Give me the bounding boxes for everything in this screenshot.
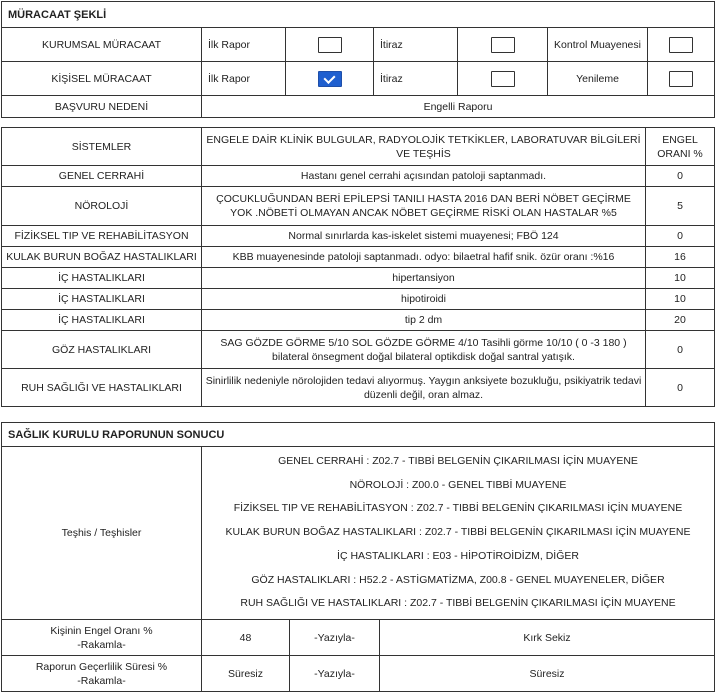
system-finding: SAG GÖZDE GÖRME 5/10 SOL GÖZDE GÖRME 4/10 Tasihli görme 10/10 ( 0 -3 180 ) bilateral önsegment doğal bilateral optikdisk doğal santral yatışık. [202, 331, 646, 369]
engel-orani-yazi-value: Kırk Sekiz [380, 620, 715, 656]
engel-orani-title: Kişinin Engel Oranı % [50, 624, 153, 637]
system-finding: ÇOCUKLUĞUNDAN BERİ EPİLEPSİ TANILI HASTA 2016 DAN BERİ NÖBET GEÇİRME YOK .NÖBETİ OLMAYAN ANCAK NÖBET GEÇİRME RİSKİ OLAN HASTALAR %5 [202, 187, 646, 226]
system-name: KULAK BURUN BOĞAZ HASTALIKLARI [2, 247, 202, 268]
gecerlilik-yazi-label: -Yazıyla- [290, 656, 380, 692]
system-rate: 20 [646, 310, 715, 331]
kurumsal-itiraz-checkbox[interactable] [491, 37, 515, 53]
table-row [2, 268, 715, 289]
diagnosis-item: İÇ HASTALIKLARI : E03 - HİPOTİROİDİZM, DİĞER [337, 549, 579, 562]
engel-orani-sublabel: -Rakamla- [77, 638, 126, 651]
kisisel-ilk-rapor-cell [286, 62, 374, 96]
kisisel-label: KİŞİSEL MÜRACAAT [2, 62, 202, 96]
system-name: İÇ HASTALIKLARI [2, 310, 202, 331]
kisisel-itiraz-label: İtiraz [374, 62, 458, 96]
kurumsal-itiraz-cell [458, 28, 548, 62]
system-name: İÇ HASTALIKLARI [2, 268, 202, 289]
kurumsal-itiraz-label: İtiraz [374, 28, 458, 62]
diagnosis-item: FİZİKSEL TIP VE REHABİLİTASYON : Z02.7 - TIBBİ BELGENİN ÇIKARILMASI İÇİN MUAYENE [233, 502, 683, 515]
system-finding: hipotiroidi [202, 289, 646, 310]
table-row [2, 369, 715, 407]
kisisel-yenileme-cell [648, 62, 715, 96]
systems-header-findings: ENGELE DAİR KLİNİK BULGULAR, RADYOLOJİK TETKİKLER, LABORATUVAR BİLGİLERİ VE TEŞHİS [202, 128, 646, 166]
diagnosis-item: GENEL CERRAHİ : Z02.7 - TIBBİ BELGENİN ÇIKARILMASI İÇİN MUAYENE [278, 454, 638, 467]
application-type-table [1, 1, 715, 118]
system-name: FİZİKSEL TIP VE REHABİLİTASYON [2, 226, 202, 247]
system-rate: 0 [646, 331, 715, 369]
table-row [2, 310, 715, 331]
kisisel-ilk-rapor-label: İlk Rapor [202, 62, 286, 96]
section-title-muracaat: MÜRACAAT ŞEKLİ [2, 2, 715, 28]
table-row [2, 226, 715, 247]
diagnoses-list [202, 447, 715, 620]
system-finding: tip 2 dm [202, 310, 646, 331]
engel-orani-label [2, 620, 202, 656]
gecerlilik-sublabel: -Rakamla- [77, 674, 126, 687]
table-row [2, 166, 715, 187]
system-finding: KBB muayenesinde patoloji saptanmadı. odyo: bilaetral hafif snik. özür oranı :%16 [202, 247, 646, 268]
system-name: İÇ HASTALIKLARI [2, 289, 202, 310]
diagnosis-item: KULAK BURUN BOĞAZ HASTALIKLARI : Z02.7 - TIBBİ BELGENİN ÇIKARILMASI İÇİN MUAYENE [225, 526, 691, 539]
engel-orani-value: 48 [202, 620, 290, 656]
table-row [2, 187, 715, 226]
kurumsal-kontrol-label: Kontrol Muayenesi [548, 28, 648, 62]
gecerlilik-yazi-value: Süresiz [380, 656, 715, 692]
system-rate: 5 [646, 187, 715, 226]
systems-header-system: SİSTEMLER [2, 128, 202, 166]
system-rate: 10 [646, 289, 715, 310]
section-title-sonuc: SAĞLIK KURULU RAPORUNUN SONUCU [2, 423, 715, 447]
table-row [2, 289, 715, 310]
gecerlilik-label [2, 656, 202, 692]
system-finding: Normal sınırlarda kas-iskelet sistemi muayenesi; FBÖ 124 [202, 226, 646, 247]
system-name: NÖROLOJİ [2, 187, 202, 226]
system-rate: 0 [646, 369, 715, 407]
engel-orani-yazi-label: -Yazıyla- [290, 620, 380, 656]
basvuru-nedeni-label: BAŞVURU NEDENİ [2, 96, 202, 118]
system-finding: Sinirlilik nedeniyle nörolojiden tedavi alıyormuş. Yaygın anksiyete bozukluğu, psikiyatrik tedavi düzenli değil, oran almaz. [202, 369, 646, 407]
systems-table [1, 127, 715, 407]
kurumsal-label: KURUMSAL MÜRACAAT [2, 28, 202, 62]
gecerlilik-title: Raporun Geçerlilik Süresi % [35, 660, 168, 673]
system-rate: 0 [646, 166, 715, 187]
kisisel-itiraz-cell [458, 62, 548, 96]
kurumsal-kontrol-checkbox[interactable] [669, 37, 693, 53]
basvuru-nedeni-value: Engelli Raporu [202, 96, 715, 118]
kisisel-yenileme-label: Yenileme [548, 62, 648, 96]
system-rate: 10 [646, 268, 715, 289]
system-name: GENEL CERRAHİ [2, 166, 202, 187]
diagnosis-item: GÖZ HASTALIKLARI : H52.2 - ASTİGMATİZMA, Z00.8 - GENEL MUAYENELER, DİĞER [251, 573, 665, 586]
kurumsal-ilk-rapor-cell [286, 28, 374, 62]
table-row [2, 331, 715, 369]
system-rate: 16 [646, 247, 715, 268]
system-name: GÖZ HASTALIKLARI [2, 331, 202, 369]
kisisel-ilk-rapor-checkbox-checked[interactable] [318, 71, 342, 87]
gecerlilik-value: Süresiz [202, 656, 290, 692]
kisisel-itiraz-checkbox[interactable] [491, 71, 515, 87]
system-finding: Hastanı genel cerrahi açısından patoloji saptanmadı. [202, 166, 646, 187]
result-table [1, 422, 715, 692]
kurumsal-ilk-rapor-checkbox[interactable] [318, 37, 342, 53]
systems-header-rate: ENGEL ORANI % [646, 128, 715, 166]
system-rate: 0 [646, 226, 715, 247]
kurumsal-ilk-rapor-label: İlk Rapor [202, 28, 286, 62]
system-finding: hipertansiyon [202, 268, 646, 289]
diagnosis-item: NÖROLOJİ : Z00.0 - GENEL TIBBİ MUAYENE [349, 478, 567, 491]
system-name: RUH SAĞLIĞI VE HASTALIKLARI [2, 369, 202, 407]
kurumsal-kontrol-cell [648, 28, 715, 62]
teshis-label: Teşhis / Teşhisler [2, 447, 202, 620]
table-row [2, 247, 715, 268]
diagnosis-item: RUH SAĞLIĞI VE HASTALIKLARI : Z02.7 - TIBBİ BELGENİN ÇIKARILMASI İÇİN MUAYENE [240, 597, 676, 610]
kisisel-yenileme-checkbox[interactable] [669, 71, 693, 87]
